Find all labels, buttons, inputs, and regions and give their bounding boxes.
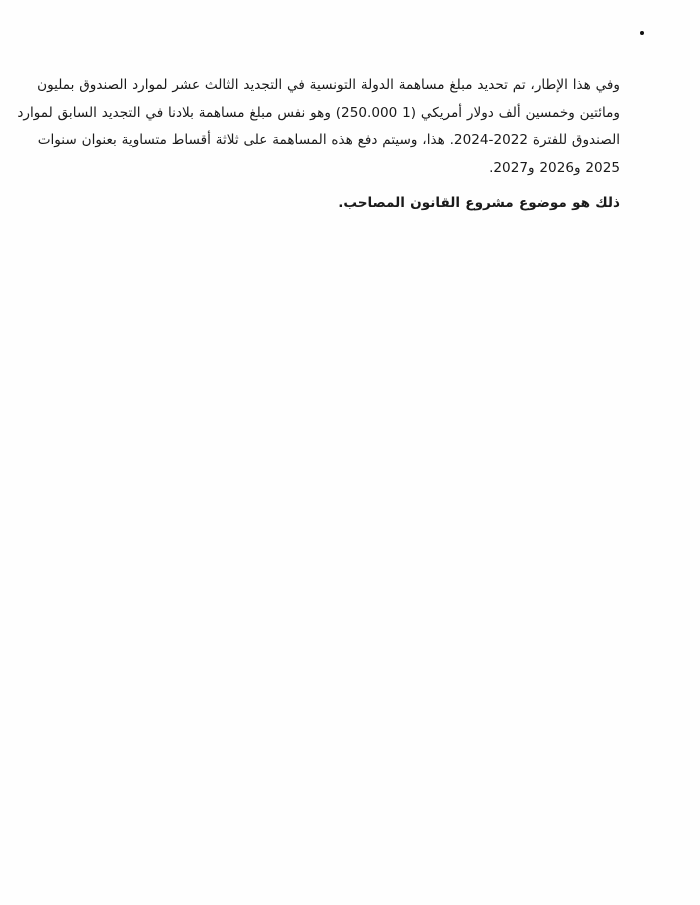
page-corner-mark	[640, 31, 644, 35]
body-paragraph	[17, 72, 620, 182]
paragraph-line: وفي هذا الإطار، تم تحديد مبلغ مساهمة الدولة التونسية في التجديد الثالث عشر لموارد الصندوق بمليون	[37, 77, 620, 93]
paragraph-line: 2025 و2026 و2027.	[489, 159, 620, 176]
closing-sentence: ذلك هو موضوع مشروع القانون المصاحب.	[338, 195, 620, 211]
paragraph-line: الصندوق للفترة 2022-2024. هذا، وسيتم دفع هذه المساهمة على ثلاثة أقساط متساوية بعنوان سنوات	[37, 132, 620, 148]
paragraph-line: ومائتين وخمسين ألف دولار أمريكي (1 250.000) وهو نفس مبلغ مساهمة بلادنا في التجديد السابق لموارد	[17, 104, 620, 121]
document-body	[17, 72, 620, 218]
